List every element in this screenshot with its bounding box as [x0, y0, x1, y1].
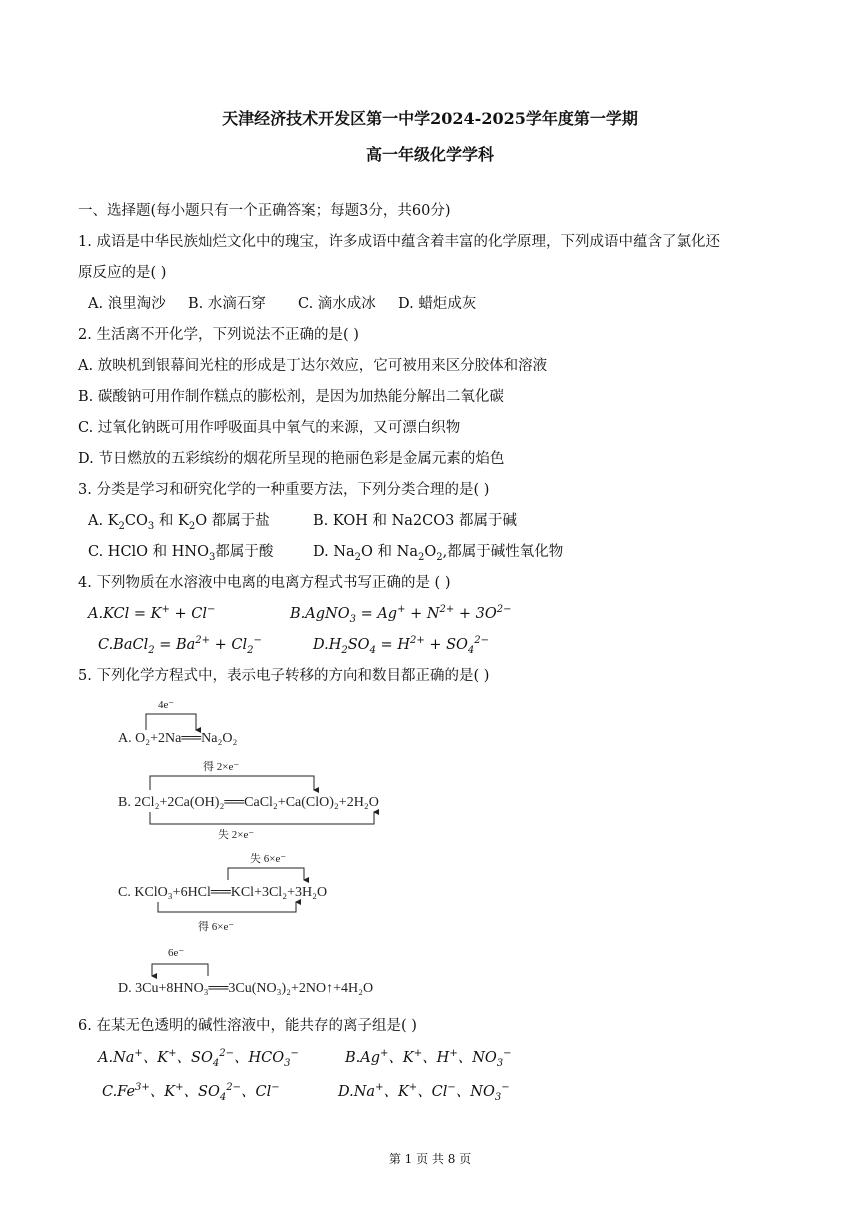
q4-option-c: C.BaCl$_2$ = $Ba^{2+} + Cl_2^-$ — [98, 635, 262, 656]
fig-a-label: 4e⁻ — [158, 699, 175, 711]
q1-option-a: A. 浪里淘沙 — [88, 296, 166, 312]
fig-c-top-label: 失 6×e⁻ — [250, 853, 287, 865]
q2-option-c: C. 过氧化钠既可用作呼吸面具中氧气的来源，又可漂白织物 — [78, 420, 461, 436]
fig-b-equation: B. 2Cl₂+2Ca(OH)₂══CaCl₂+Ca(ClO)₂+2H₂O — [118, 795, 379, 810]
q4-stem: 4. 下列物质在水溶液中电离的电离方程式书写正确的是 ( ) — [78, 575, 451, 591]
q3-option-b: B. KOH 和 Na2CO3 都属于碱 — [313, 513, 517, 529]
fig-d-label: 6e⁻ — [168, 947, 185, 959]
page-footer: 第 1 页 共 8 页 — [388, 1152, 472, 1166]
q2-option-b: B. 碳酸钠可用作制作糕点的膨松剂，是因为加热能分解出二氧化碳 — [78, 389, 504, 405]
q4-option-b: B.AgNO$_3$ = $Ag^+ + N^{2+} + 3O^{2-}$ — [290, 604, 512, 625]
q3-option-c: C. HClO 和 $HNO_3$都属于酸 — [88, 544, 274, 563]
q1-stem-line2: 原反应的是( ) — [78, 265, 167, 281]
q6-option-c: $C.Fe^{3+}$、K+、$SO_4^{2-}$、Cl− — [102, 1082, 280, 1103]
q6-option-b: B.Ag+、K+、H+、$NO_3^-$ — [345, 1048, 512, 1069]
fig-d-equation: D. 3Cu+8HNO₃══3Cu(NO₃)₂+2NO↑+4H₂O — [118, 981, 374, 996]
q4-option-d: $D.H_2SO_4 = H^{2+} + SO_4^{2-}$ — [313, 635, 490, 656]
q2-option-a: A. 放映机到银幕间光柱的形成是丁达尔效应，它可被用来区分胶体和溶液 — [78, 358, 548, 374]
q3-stem: 3. 分类是学习和研究化学的一种重要方法，下列分类合理的是( ) — [78, 482, 490, 498]
electron-transfer-figure — [78, 690, 478, 1010]
exam-title: 天津经济技术开发区第一中学2024-2025学年度第一学期 — [222, 109, 638, 128]
q1-option-b: B. 水滴石穿 — [188, 296, 266, 312]
fig-b-top-label: 得 2×e⁻ — [203, 761, 240, 773]
q1-option-c: C. 滴水成冰 — [298, 296, 376, 312]
q6-stem: 6. 在某无色透明的碱性溶液中，能共存的离子组是( ) — [78, 1018, 417, 1034]
q6-option-a: A.Na+、K+、$SO_4^{2-}$、$HCO_3^-$ — [98, 1048, 299, 1069]
fig-b-bottom-label: 失 2×e⁻ — [218, 829, 255, 841]
q2-stem: 2. 生活离不开化学，下列说法不正确的是( ) — [78, 327, 359, 343]
q6-option-d: D.Na+、K+、Cl−、$NO_3^-$ — [338, 1082, 510, 1103]
electron-transfer-diagram — [78, 690, 478, 1010]
q1-stem-line1: 1. 成语是中华民族灿烂文化中的瑰宝，许多成语中蕴含着丰富的化学原理，下列成语中蕴含了氯化还 — [78, 234, 720, 250]
fig-a-equation: A. O₂+2Na══Na₂O₂ — [118, 731, 238, 746]
q3-option-a: A. $K_2CO_3$ 和 $K_2O$ 都属于盐 — [88, 513, 270, 532]
section-heading: 一、选择题(每小题只有一个正确答案；每题3分，共60分) — [78, 203, 451, 219]
fig-c-equation: C. KClO₃+6HCl══KCl+3Cl₂+3H₂O — [118, 885, 328, 900]
q4-option-a: A.KCl = K+ + Cl− — [88, 604, 216, 622]
q5-stem: 5. 下列化学方程式中，表示电子转移的方向和数目都正确的是( ) — [78, 668, 490, 684]
q3-option-d: D. $Na_2O$ 和 $Na_2O_2$,都属于碱性氧化物 — [313, 544, 564, 563]
q2-option-d: D. 节日燃放的五彩缤纷的烟花所呈现的艳丽色彩是金属元素的焰色 — [78, 451, 505, 467]
exam-subtitle: 高一年级化学学科 — [365, 145, 494, 164]
fig-c-bottom-label: 得 6×e⁻ — [198, 921, 235, 933]
q1-option-d: D. 蜡炬成灰 — [398, 296, 477, 312]
